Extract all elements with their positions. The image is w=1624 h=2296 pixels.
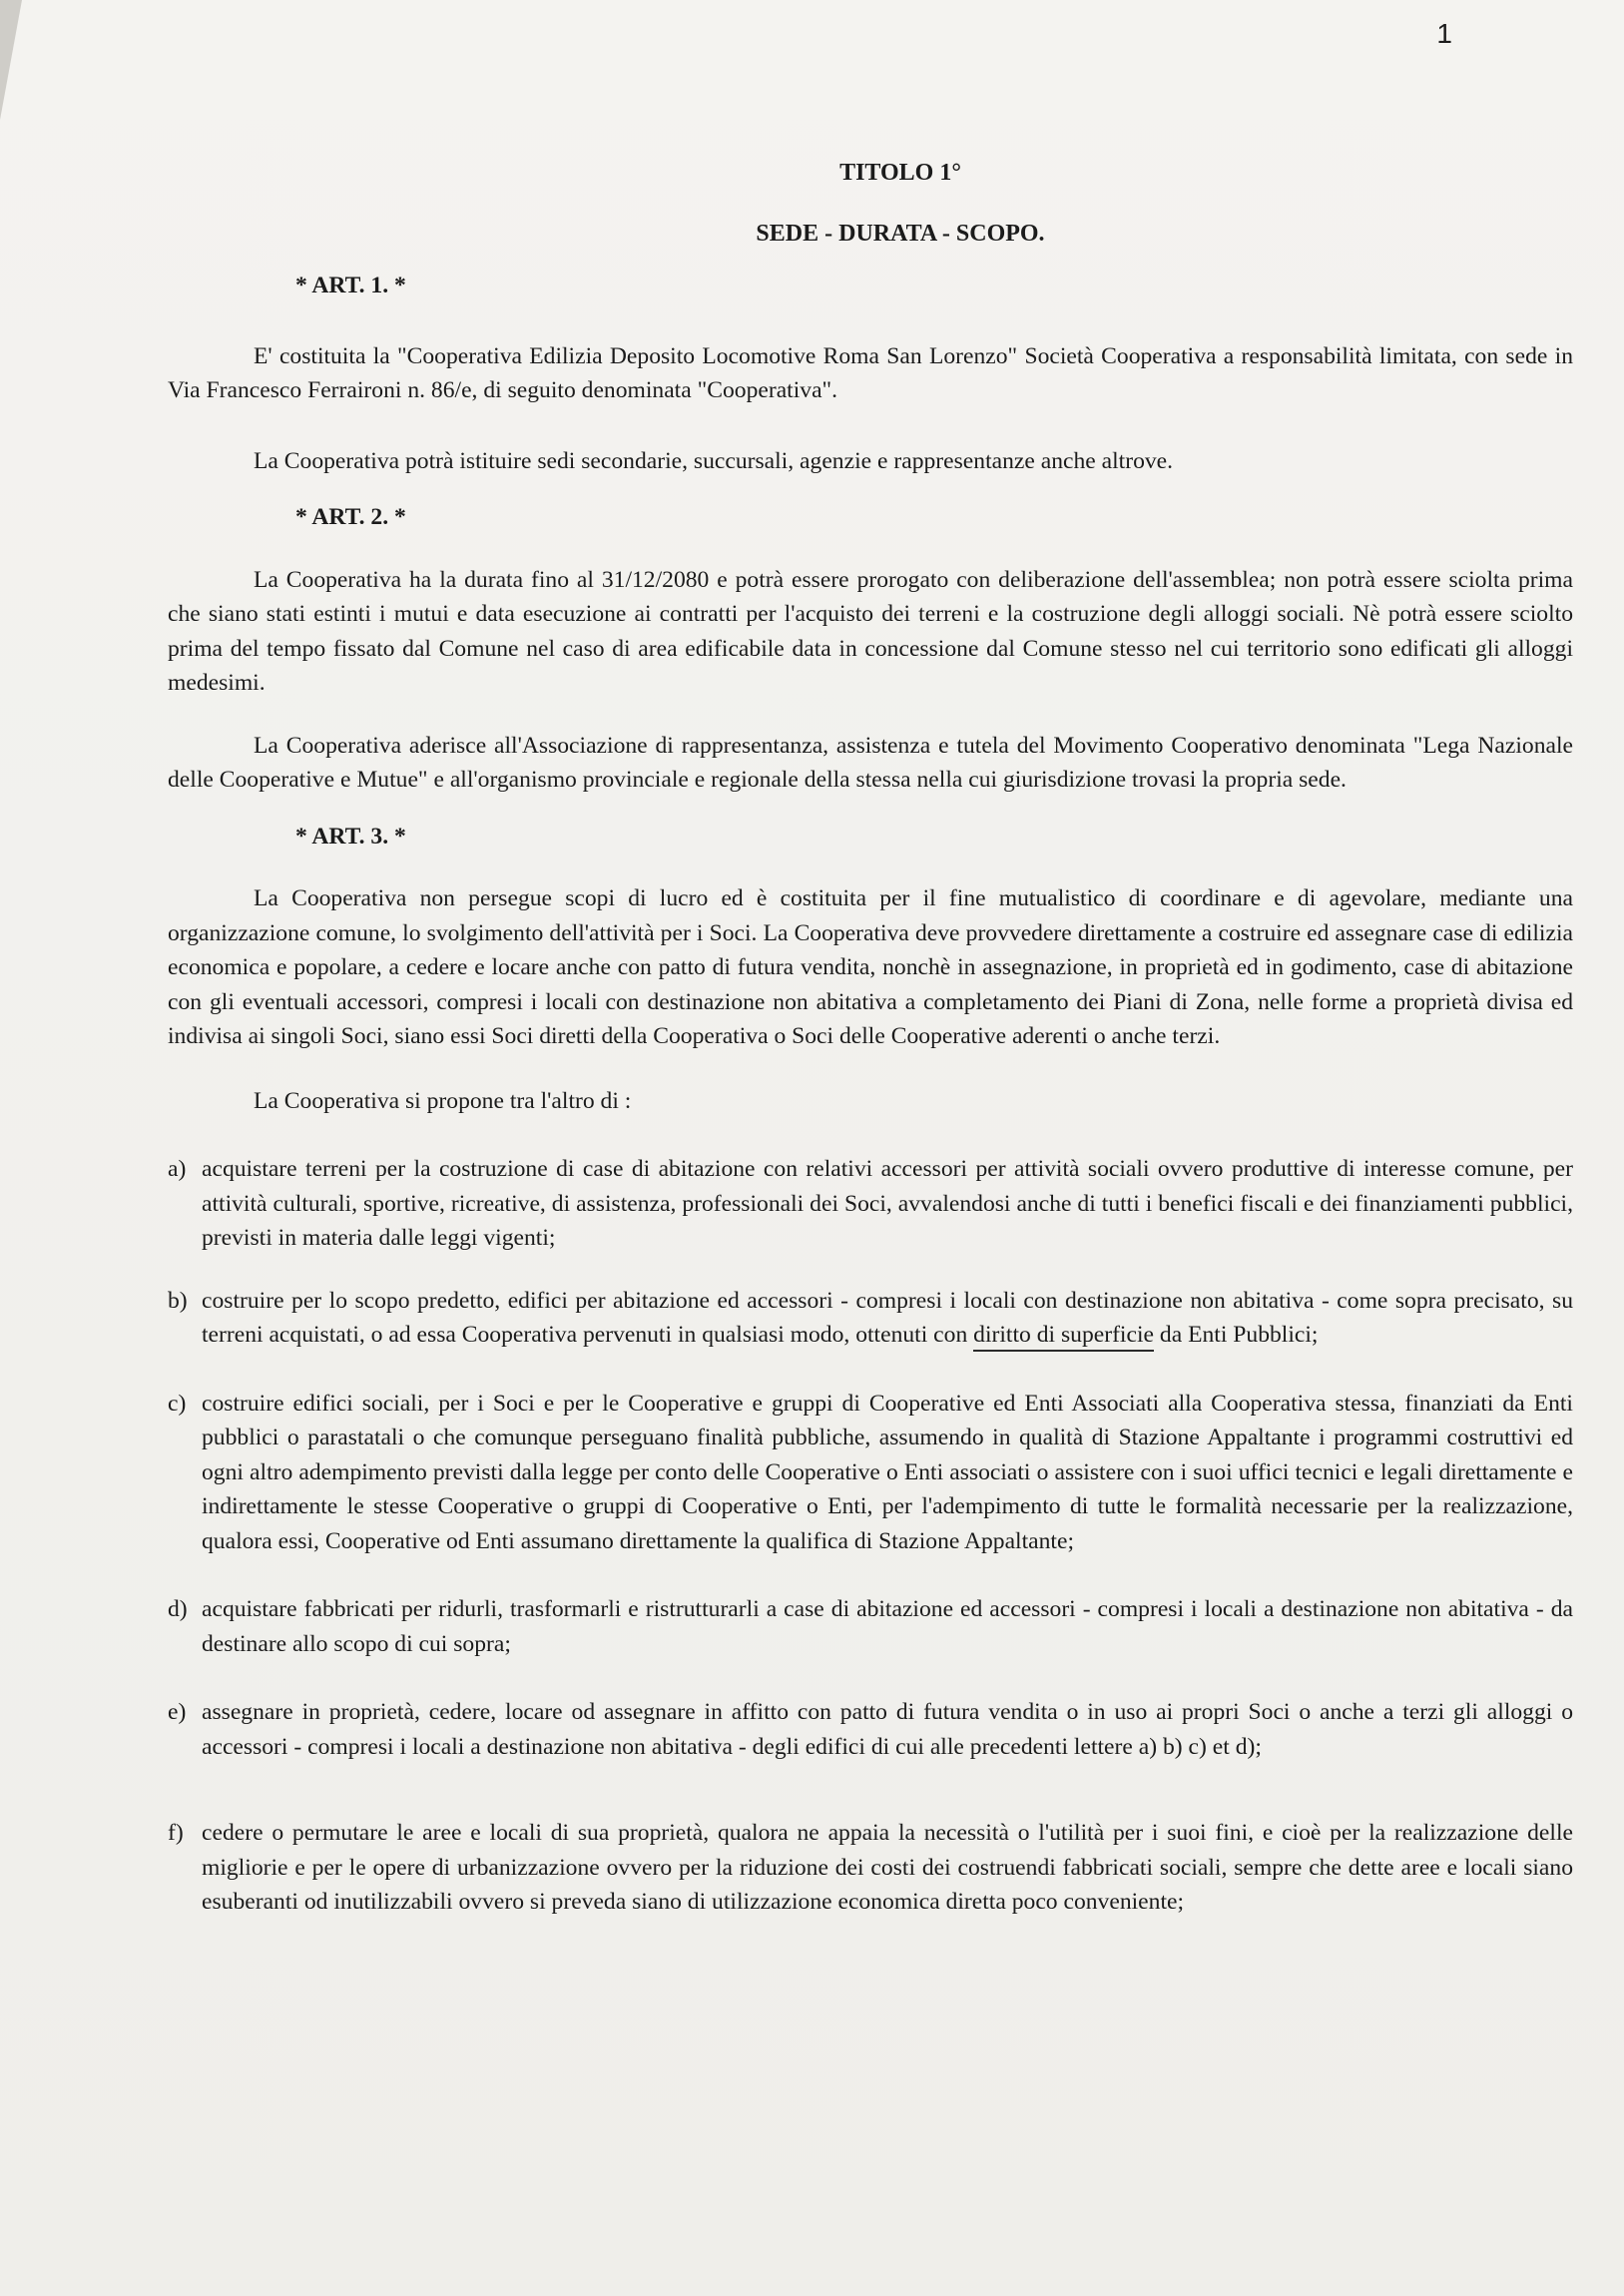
list-item-c xyxy=(168,1387,1573,1559)
list-letter: c) xyxy=(168,1390,187,1417)
list-text: acquistare terreni per la costruzione di case di abitazione con relativi accessori per attività sociali ovvero produttive di interesse comune, per attività culturali, sportive, ricreative, di assistenza, professionali dei Soci, avvalendosi anche di tutti i benefici fiscali e dei finanziamenti pubblici, previsti in materia dalle leggi vigenti; xyxy=(202,1156,1573,1251)
list-text: cedere o permutare le aree e locali di sua proprietà, qualora ne appaia la necessità o l'utilità per i suoi fini, e cioè per la realizzazione delle migliorie e per le opere di urbanizzazione ovvero per la riduzione dei costi dei costruendi fabbricati sociali, sempre che dette aree e locali siano esuberanti od inutilizzabili ovvero si preveda siano di utilizzazione economica diretta poco conveniente; xyxy=(202,1820,1573,1915)
article-1-heading: * ART. 1. * xyxy=(295,273,406,298)
list-item-a xyxy=(168,1152,1573,1256)
list-text: costruire edifici sociali, per i Soci e per le Cooperative e gruppi di Cooperative ed Enti Associati alla Cooperativa stessa, finanziati da Enti pubblici o parastatali o che comunque perseguano finalità pubbliche, assumendo in qualità di Stazione Appaltante i programmi costruttivi ed ogni altro adempimento previsti dalla legge per conto delle Cooperative o Enti associati o assistere con i suoi uffici tecnici e legali direttamente e indirettamente le stesse Cooperative o gruppi di Cooperative o Enti, per l'adempimento di tutte le formalità necessarie per la realizzazione, qualora essi, Cooperative od Enti assumano direttamente la qualifica di Stazione Appaltante; xyxy=(202,1390,1573,1554)
handwritten-underlined-phrase: diritto di superficie xyxy=(973,1322,1154,1352)
article-1-paragraph-1: E' costituita la "Cooperativa Edilizia Deposito Locomotive Roma San Lorenzo" Società Cooperativa a responsabilità limitata, con sede in Via Francesco Ferraironi n. 86/e, di seguito denominata "Cooperativa". xyxy=(168,342,1573,403)
list-letter: d) xyxy=(168,1596,188,1622)
list-text: assegnare in proprietà, cedere, locare od assegnare in affitto con patto di futura vendita o in uso ai propri Soci o anche a terzi gli alloggi o accessori - compresi i locali a destinazione non abitativa - degli edifici di cui alle precedenti lettere a) b) c) et d); xyxy=(202,1699,1573,1760)
list-letter: e) xyxy=(168,1699,187,1725)
list-letter: f) xyxy=(168,1820,184,1846)
article-2-paragraph-1: La Cooperativa ha la durata fino al 31/12/2080 e potrà essere prorogato con deliberazione dell'assemblea; non potrà essere sciolta prima che siano stati estinti i mutui e data esecuzione ai contratti per l'acquisto dei terreni e la costruzione degli alloggi sociali. Nè potrà essere sciolto prima del tempo fissato dal Comune nel caso di area edificabile data in concessione dal Comune stesso nel cui territorio sono edificati gli alloggi medesimi. xyxy=(168,566,1573,696)
list-text-after: da Enti Pubblici; xyxy=(1154,1322,1319,1348)
page-number: 1 xyxy=(1436,18,1452,49)
article-2-heading: * ART. 2. * xyxy=(295,504,406,530)
folded-corner xyxy=(0,0,22,120)
article-1-paragraph-2: La Cooperativa potrà istituire sedi secondarie, succursali, agenzie e rappresentanze anche altrove. xyxy=(254,447,1174,474)
list-item-e xyxy=(168,1695,1573,1764)
article-3-paragraph-1: La Cooperativa non persegue scopi di lucro ed è costituita per il fine mutualistico di coordinare e di agevolare, mediante una organizzazione comune, lo svolgimento dell'attività per i Soci. La Cooperativa deve provvedere direttamente a costruire ed assegnare case di edilizia economica e popolare, a cedere e locare anche con patto di futura vendita, nonchè in assegnazione, in proprietà ed in godimento, case di abitazione con gli eventuali accessori, compresi i locali con destinazione non abitativa a completamento dei Piani di Zona, nelle forme a proprietà divisa ed indivisa ai singoli Soci, siano essi Soci diretti della Cooperativa o Soci delle Cooperative aderenti o anche terzi. xyxy=(168,885,1573,1049)
list-text: acquistare fabbricati per ridurli, trasformarli e ristrutturarli a case di abitazione ed accessori - compresi i locali a destinazione non abitativa - da destinare allo scopo di cui sopra; xyxy=(202,1596,1573,1657)
list-item-f xyxy=(168,1816,1573,1920)
list-letter: a) xyxy=(168,1156,187,1182)
article-2-paragraph-2: La Cooperativa aderisce all'Associazione di rappresentanza, assistenza e tutela del Movimento Cooperativo denominata "Lega Nazionale delle Cooperative e Mutue" e all'organismo provinciale e regionale della stessa nella cui giurisdizione trovasi la propria sede. xyxy=(168,732,1573,793)
document-body xyxy=(168,150,1573,1920)
article-3-heading: * ART. 3. * xyxy=(295,823,406,850)
article-3-paragraph-2: La Cooperativa si propone tra l'altro di : xyxy=(254,1087,632,1114)
list-item-d xyxy=(168,1592,1573,1661)
list-text xyxy=(202,1284,1573,1353)
list-letter: b) xyxy=(168,1287,188,1314)
document-subtitle: SEDE - DURATA - SCOPO. xyxy=(756,220,1045,247)
list-text-before: costruire per lo scopo predetto, edifici per abitazione ed accessori - compresi i locali con destinazione non abitativa - come sopra precisato, su terreni acquistati, o ad essa Cooperativa pervenuti in qualsiasi modo, ottenuti con xyxy=(202,1287,1573,1348)
document-title: TITOLO 1° xyxy=(839,160,961,186)
list-item-b xyxy=(168,1284,1573,1353)
